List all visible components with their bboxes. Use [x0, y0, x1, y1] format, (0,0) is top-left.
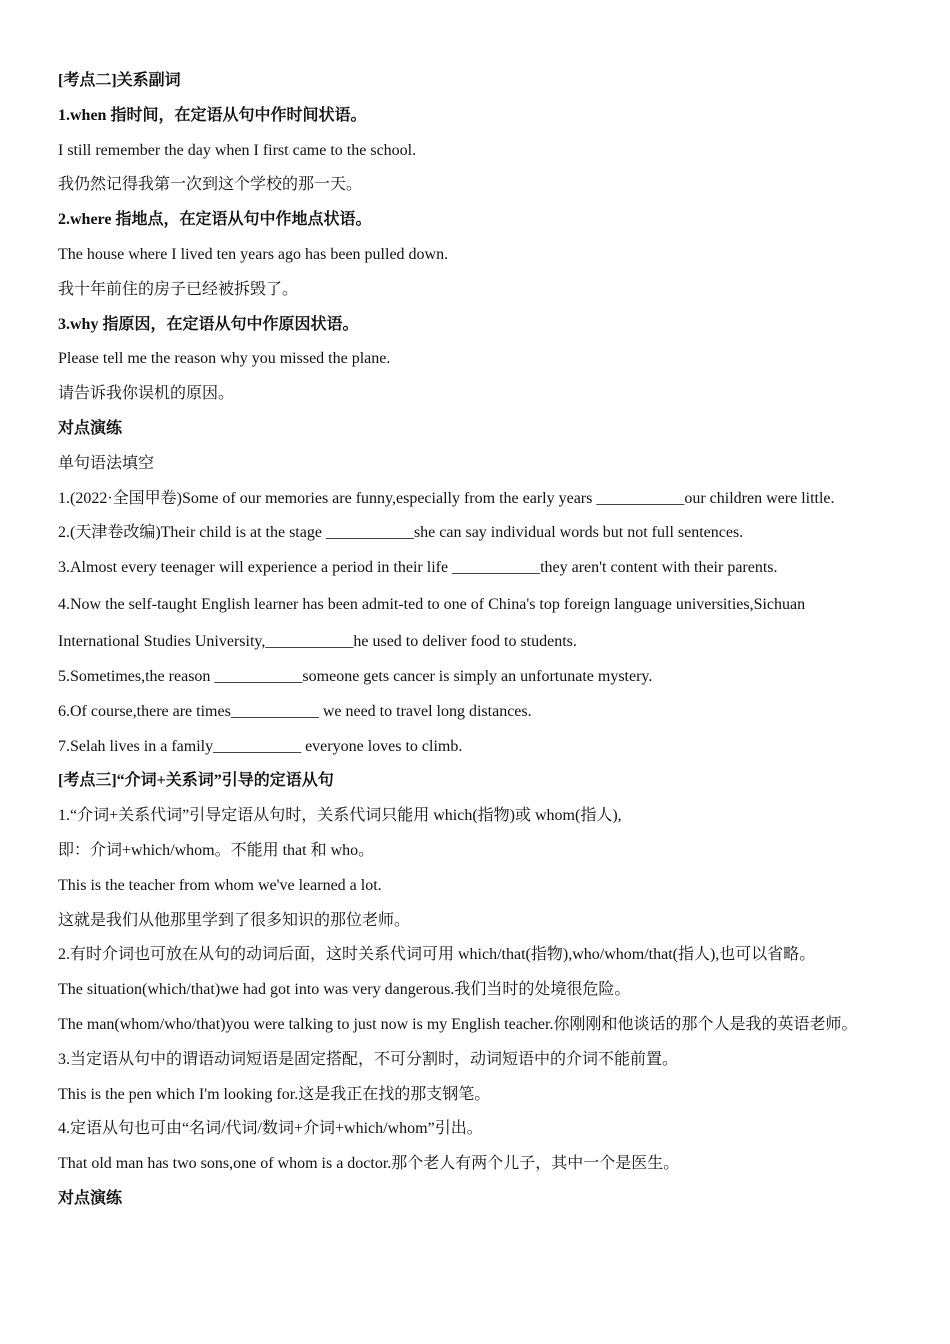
section3-example2b: The man(whom/who/that)you were talking to just now is my English teacher.你刚刚和他谈话的那个人是我的英语老师。 [58, 1015, 858, 1033]
section2-example3-zh: 请告诉我你误机的原因。 [58, 385, 235, 403]
practice2-heading: 对点演练 [58, 1189, 123, 1207]
practice1-question-1: 1.(2022·全国甲卷)Some of our memories are funny,especially from the early years ___________our children were little. [58, 489, 835, 507]
practice1-question-3: 3.Almost every teenager will experience a period in their life ___________they aren't content with their parents. [58, 559, 778, 577]
section3-rule3: 3.当定语从句中的谓语动词短语是固定搭配，不可分割时，动词短语中的介词不能前置。 [58, 1050, 679, 1068]
section2-rule-where: 2.where 指地点，在定语从句中作地点状语。 [58, 211, 372, 229]
section2-rule-why: 3.why 指原因，在定语从句中作原因状语。 [58, 315, 359, 333]
practice1-question-4a: 4.Now the self-taught English learner has been admit-ted to one of China's top foreign language universities,Sichuan [58, 595, 806, 613]
section2-example3-en: Please tell me the reason why you missed the plane. [58, 350, 391, 368]
section3-example1-en: This is the teacher from whom we've learned a lot. [58, 876, 382, 894]
document-page [58, 64, 928, 1217]
section2-example1-en: I still remember the day when I first came to the school. [58, 141, 417, 159]
section2-heading: [考点二]关系副词 [58, 72, 181, 89]
section3-rule2: 2.有时介词也可放在从句的动词后面，这时关系代词可用 which/that(指物),who/whom/that(指人),也可以省略。 [58, 946, 816, 964]
practice1-subheading: 单句语法填空 [58, 454, 155, 472]
section3-rule1b: 即：介词+which/whom。不能用 that 和 who。 [58, 841, 375, 859]
section2-rule-when: 1.when 指时间，在定语从句中作时间状语。 [58, 106, 367, 124]
section3-rule4: 4.定语从句也可由“名词/代词/数词+介词+which/whom”引出。 [58, 1120, 483, 1138]
section2-example1-zh: 我仍然记得我第一次到这个学校的那一天。 [58, 176, 363, 194]
practice1-question-4b: International Studies University,___________he used to deliver food to students. [58, 632, 577, 650]
practice1-question-7: 7.Selah lives in a family___________ everyone loves to climb. [58, 737, 463, 755]
section2-example2-en: The house where I lived ten years ago has been pulled down. [58, 245, 449, 263]
section2-example2-zh: 我十年前住的房子已经被拆毁了。 [58, 280, 299, 298]
practice1-question-6: 6.Of course,there are times___________ we need to travel long distances. [58, 702, 532, 720]
practice1-question-2: 2.(天津卷改编)Their child is at the stage ___________she can say individual words but not full sentences. [58, 524, 744, 542]
section3-heading: [考点三]“介词+关系词”引导的定语从句 [58, 772, 334, 790]
section3-example1-zh: 这就是我们从他那里学到了很多知识的那位老师。 [58, 911, 411, 929]
section3-rule1a: 1.“介词+关系代词”引导定语从句时，关系代词只能用 which(指物)或 whom(指人), [58, 807, 622, 825]
practice1-heading: 对点演练 [58, 419, 123, 437]
section3-example3: This is the pen which I'm looking for.这是我正在找的那支钢笔。 [58, 1085, 491, 1103]
practice1-question-5: 5.Sometimes,the reason ___________someone gets cancer is simply an unfortunate mystery. [58, 667, 653, 685]
section3-example2a: The situation(which/that)we had got into was very dangerous.我们当时的处境很危险。 [58, 981, 631, 999]
section3-example4: That old man has two sons,one of whom is a doctor.那个老人有两个儿子，其中一个是医生。 [58, 1155, 680, 1173]
